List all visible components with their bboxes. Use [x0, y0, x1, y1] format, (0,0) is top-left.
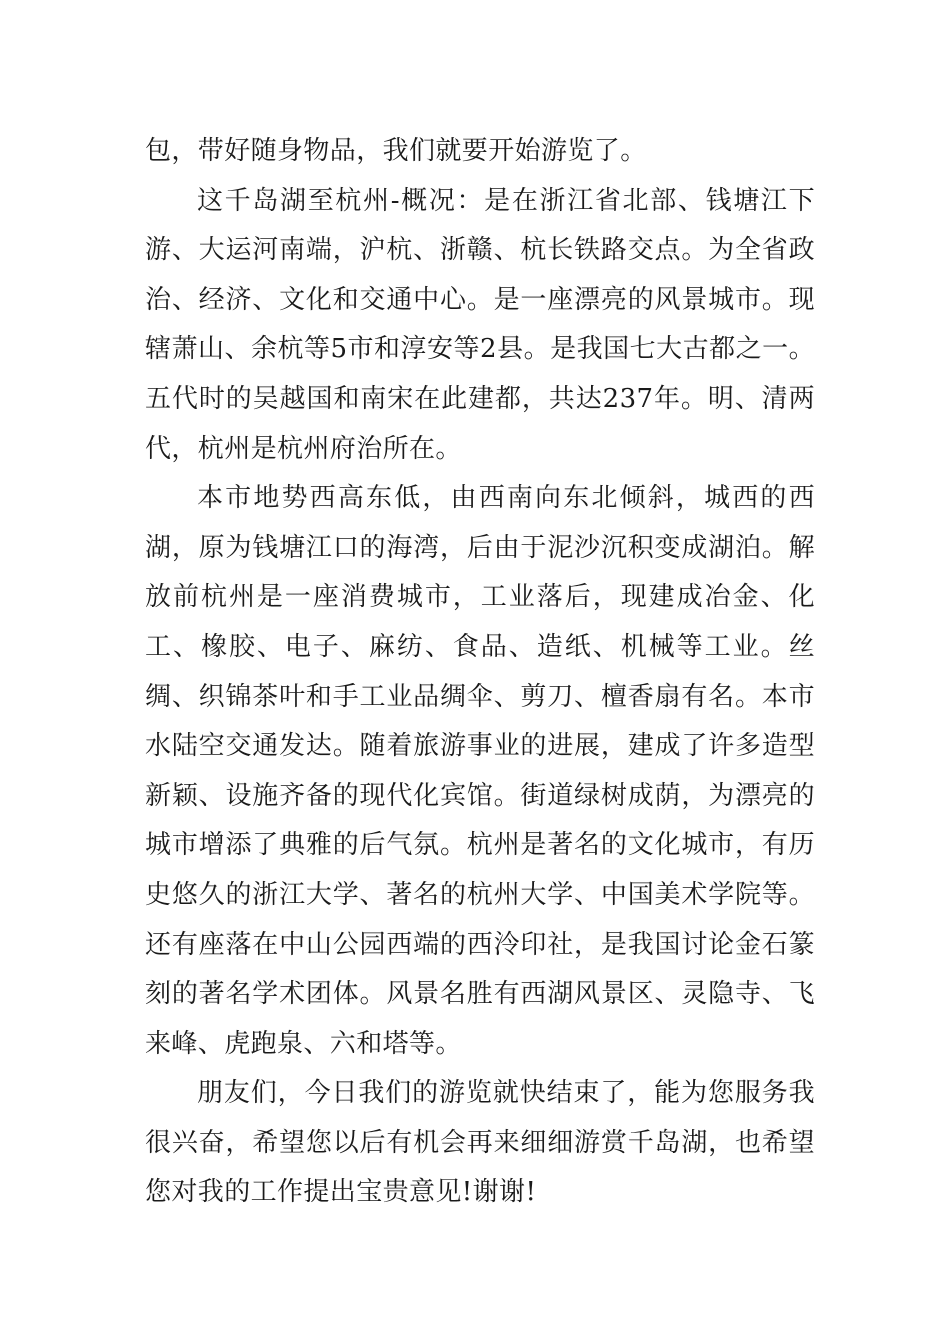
- document-body: [145, 127, 815, 1218]
- paragraph-2: 这千岛湖至杭州-概况：是在浙江省北部、钱塘江下游、大运河南端，沪杭、浙赣、杭长铁路交点。为全省政治、经济、文化和交通中心。是一座漂亮的风景城市。现辖萧山、余杭等5市和淳安等2县。是我国七大古都之一。五代时的吴越国和南宋在此建都，共达237年。明、清两代，杭州是杭州府治所在。: [145, 185, 815, 464]
- paragraph-4: 朋友们，今日我们的游览就快结束了，能为您服务我很兴奋，希望您以后有机会再来细细游赏千岛湖，也希望您对我的工作提出宝贵意见!谢谢!: [145, 1078, 815, 1208]
- paragraph-1: 包，带好随身物品，我们就要开始游览了。: [145, 136, 647, 166]
- paragraph-3: 本市地势西高东低，由西南向东北倾斜，城西的西湖，原为钱塘江口的海湾，后由于泥沙沉积变成湖泊。解放前杭州是一座消费城市，工业落后，现建成冶金、化工、橡胶、电子、麻纺、食品、造纸、机械等工业。丝绸、织锦茶叶和手工业品绸伞、剪刀、檀香扇有名。本市水陆空交通发达。随着旅游事业的进展，建成了许多造型新颖、设施齐备的现代化宾馆。街道绿树成荫，为漂亮的城市增添了典雅的后气氛。杭州是著名的文化城市，有历史悠久的浙江大学、著名的杭州大学、中国美术学院等。还有座落在中山公园西端的西泠印社，是我国讨论金石篆刻的著名学术团体。风景名胜有西湖风景区、灵隐寺、飞来峰、虎跑泉、六和塔等。: [145, 483, 815, 1059]
